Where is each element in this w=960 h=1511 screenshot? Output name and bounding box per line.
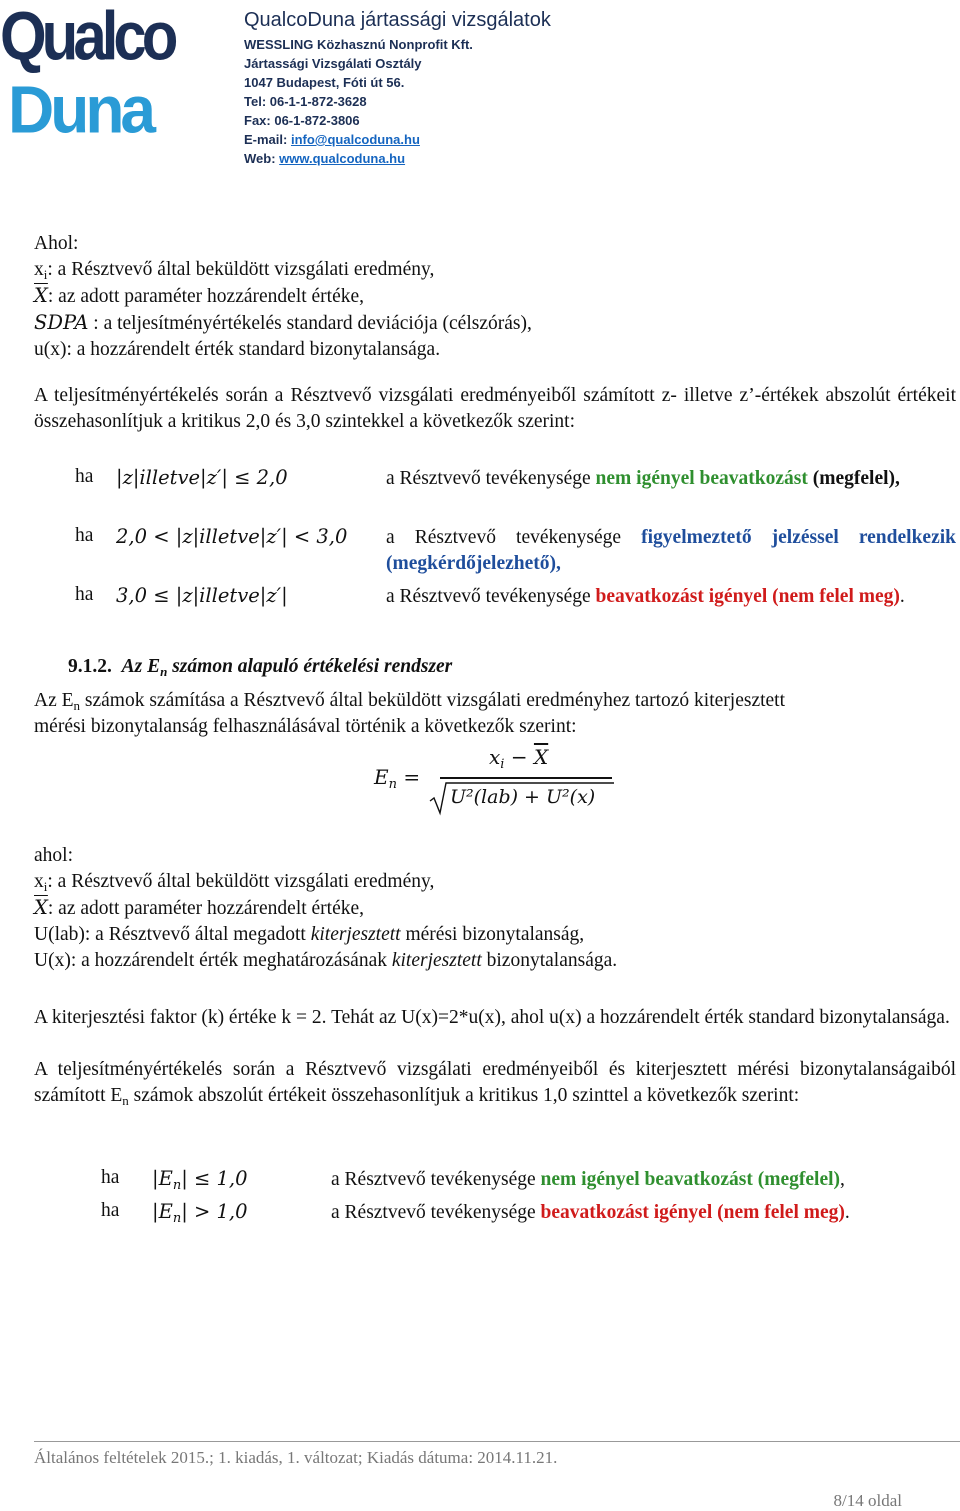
fraction-bar (440, 777, 612, 779)
definitions2-heading: ahol: (34, 845, 73, 866)
footer-rule (34, 1441, 960, 1442)
crit-z-3-description (386, 584, 956, 610)
def-xi: $x_i$: a Résztvevő által beküldött vizsgálati eredmény, (34, 259, 435, 282)
definitions-en (34, 843, 617, 974)
text-segment: beavatkozást igényel (595, 586, 768, 607)
text-segment: nem igényel beavatkozást (megfelel) (540, 1169, 841, 1190)
paragraph-en-intro: Az $E_n$ számok számítása a Résztvevő által beküldött vizsgálati eredményhez tartozó kiterjesztett mérési bizonytalanság felhasználásával történik a következők szerint: (34, 690, 786, 737)
def-xbar: $\overline{X}$: az adott paraméter hozzárendelt értéke, (34, 284, 365, 307)
text-segment: (megfelel), (807, 468, 900, 489)
web-link[interactable]: www.qualcoduna.hu (279, 151, 406, 166)
crit-z-3-ha: ha (75, 584, 94, 605)
def2-xbar: $\overline{X}$: az adott paraméter hozzárendelt értéke, (34, 896, 365, 919)
crit-z-1-description (386, 466, 956, 492)
formula-denominator: U²(lab) + U²(x) (450, 786, 596, 808)
text-segment: a Résztvevő tevékenysége (331, 1169, 541, 1190)
paragraph-z-intro: A teljesítményértékelés során a Résztvevő vizsgálati eredményeiből számított z- illetve z’-értékek abszolút értékeit összehasonlítjuk a kritikus 2,0 és 3,0 szintekkel a következők szerint: (34, 385, 956, 432)
header-tel: Tel: 06-1-1-872-3628 (244, 94, 367, 109)
text-segment: (megkérdőjelezhető), (386, 553, 561, 574)
crit-z-2-description (386, 525, 956, 577)
footer-text: Általános feltételek 2015.; 1. kiadás, 1. változat; Kiadás dátuma: 2014.11.21. (34, 1448, 558, 1467)
header-org: WESSLING Közhasznú Nonprofit Kft. (244, 37, 473, 52)
def-sdpa: SDPA : a teljesítményértékelés standard deviációja (célszórás), (34, 311, 532, 334)
crit-en-2-condition: $|E_n| > 1,0$ (152, 1200, 248, 1226)
formula-lhs: $E_n$ = (374, 765, 421, 792)
paragraph-en-compare: A teljesítményértékelés során a Résztvevő vizsgálati eredményeiből és kiterjesztett mérési bizonytalanságaiból számított $E_n$ számok abszolút értékeit összehasonlítjuk a kritikus 1,0 szinttel a következők szerint: (34, 1059, 956, 1108)
logo-duna: Duna (8, 71, 152, 148)
header-title: QualcoDuna jártassági vizsgálatok (244, 9, 551, 31)
text-segment: beavatkozást igényel (nem felel meg) (540, 1202, 845, 1223)
text-segment: a Résztvevő tevékenysége (386, 527, 642, 548)
definitions-z (34, 231, 532, 363)
crit-z-1-ha: ha (75, 466, 94, 487)
crit-en-1-condition: $|E_n| \le 1,0$ (152, 1167, 248, 1193)
header-contact (244, 8, 551, 168)
crit-en-1-ha: ha (101, 1167, 120, 1188)
header-email-row: E-mail: info@qualcoduna.hu (244, 132, 420, 147)
text-segment: . (844, 1202, 850, 1223)
def-ux: u(x): a hozzárendelt érték standard bizonytalansága. (34, 339, 441, 360)
text-segment: a Résztvevő tevékenysége (386, 468, 596, 489)
text-segment: figyelmeztető jelzéssel rendelkezik (641, 527, 956, 548)
text-segment: nem igényel beavatkozást (595, 468, 808, 489)
text-segment: , (840, 1169, 845, 1190)
logo-qualco: Qualco (0, 0, 174, 75)
crit-z-2-ha: ha (75, 525, 94, 546)
header-web-row: Web: www.qualcoduna.hu (244, 151, 406, 166)
text-segment: a Résztvevő tevékenysége (386, 586, 596, 607)
email-link[interactable]: info@qualcoduna.hu (290, 132, 420, 147)
en-formula (374, 745, 634, 817)
crit-en-2-ha: ha (101, 1200, 120, 1221)
def2-ux: U(x): a hozzárendelt érték meghatározásának kiterjesztett bizonytalansága. (34, 950, 618, 971)
def2-ulab: U(lab): a Résztvevő által megadott kiterjesztett mérési bizonytalanság, (34, 924, 585, 945)
def2-xi: $x_i$: a Résztvevő által beküldött vizsgálati eredmény, (34, 871, 435, 894)
text-segment: a Résztvevő tevékenysége (331, 1202, 541, 1223)
text-segment: (nem felel meg) (767, 586, 900, 607)
crit-en-1-description (331, 1167, 956, 1193)
header-fax: Fax: 06-1-872-3806 (244, 113, 360, 128)
header-address: 1047 Budapest, Fóti út 56. (244, 75, 405, 90)
paragraph-k-factor: A kiterjesztési faktor (k) értéke k = 2. Tehát az U(x)=2*u(x), ahol u(x) a hozzárendelt érték standard bizonytalansága. (34, 1007, 950, 1028)
formula-numerator: $x_i - \overline{X}$ (489, 745, 549, 772)
section-heading: 9.1.2. Az $E_n$ számon alapuló értékelési rendszer (68, 656, 453, 679)
crit-z-3-condition: 3,0 ≤ |z|illetve|z′| (116, 584, 288, 607)
crit-z-1-condition: |z|illetve|z′| ≤ 2,0 (116, 466, 288, 489)
crit-en-2-description (331, 1200, 956, 1226)
text-segment: . (899, 586, 905, 607)
page-number: 8/14 oldal (833, 1491, 902, 1510)
crit-z-2-condition: 2,0 < |z|illetve|z′| < 3,0 (116, 525, 348, 548)
header-dept: Jártassági Vizsgálati Osztály (244, 56, 422, 71)
definitions-heading: Ahol: (34, 233, 79, 254)
